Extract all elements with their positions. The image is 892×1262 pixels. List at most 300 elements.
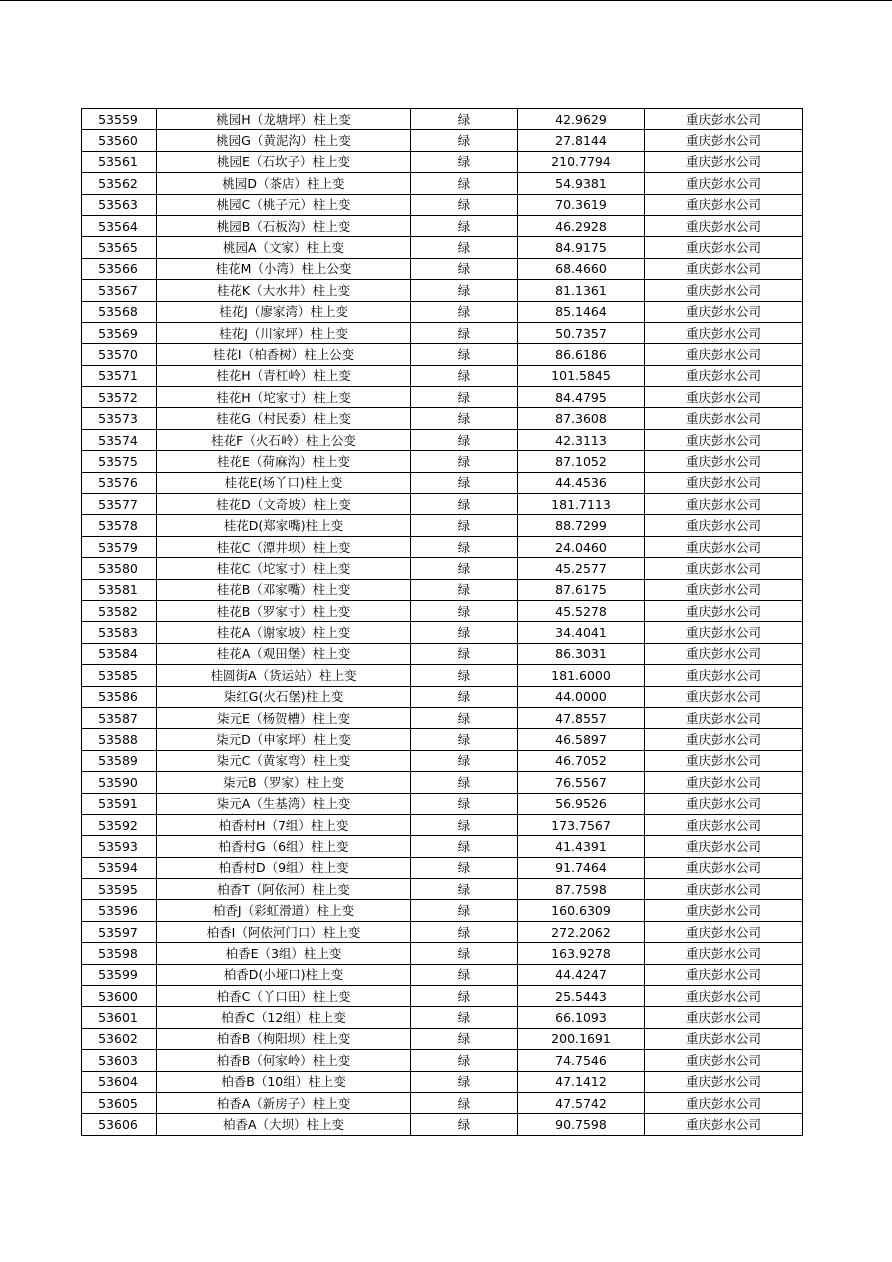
cell-name-text: 桂圆街A（货运站）柱上变 [210, 667, 357, 683]
cell-name-text: 桂花C（潭井坝）柱上变 [216, 539, 351, 555]
cell-name-text: 桂花J（廖家湾）柱上变 [219, 304, 348, 320]
cell-value-text: 86.6186 [555, 346, 607, 362]
cell-value-text: 44.4536 [555, 475, 607, 491]
cell-color [411, 857, 518, 878]
cell-color-text: 绿 [457, 796, 471, 812]
cell-value [518, 515, 645, 536]
cell-color-text: 绿 [457, 218, 471, 234]
cell-id-text: 53573 [98, 411, 138, 427]
cell-name [157, 814, 411, 835]
cell-name [157, 1028, 411, 1049]
cell-color-text: 绿 [457, 603, 471, 619]
cell-name-text: 柏香D(小垭口)柱上变 [223, 967, 344, 983]
cell-color [411, 322, 518, 343]
cell-company [645, 1092, 803, 1113]
cell-color [411, 600, 518, 621]
cell-value [518, 558, 645, 579]
cell-company-text: 重庆彭水公司 [685, 603, 761, 619]
cell-name [157, 943, 411, 964]
cell-name-text: 桂花K（大水井）柱上变 [216, 282, 351, 298]
cell-value-text: 181.7113 [551, 496, 611, 512]
cell-value [518, 879, 645, 900]
cell-id [82, 109, 157, 130]
cell-company-text: 重庆彭水公司 [685, 560, 761, 576]
table-row [82, 280, 803, 301]
cell-color-text: 绿 [457, 389, 471, 405]
cell-company-text: 重庆彭水公司 [685, 689, 761, 705]
cell-id [82, 772, 157, 793]
cell-color [411, 515, 518, 536]
cell-value-text: 91.7464 [555, 860, 607, 876]
cell-company-text: 重庆彭水公司 [685, 903, 761, 919]
cell-company-text: 重庆彭水公司 [685, 796, 761, 812]
cell-color [411, 665, 518, 686]
cell-value-text: 27.8144 [555, 133, 607, 149]
cell-company [645, 665, 803, 686]
cell-value-text: 44.4247 [555, 967, 607, 983]
cell-name [157, 793, 411, 814]
cell-id-text: 53579 [98, 539, 138, 555]
cell-id-text: 53566 [98, 261, 138, 277]
cell-company-text: 重庆彭水公司 [685, 346, 761, 362]
cell-company-text: 重庆彭水公司 [685, 967, 761, 983]
cell-value-text: 87.3608 [555, 411, 607, 427]
cell-color [411, 900, 518, 921]
cell-color-text: 绿 [457, 903, 471, 919]
cell-id-text: 53592 [98, 817, 138, 833]
cell-company [645, 921, 803, 942]
cell-name-text: 柏香C（12组）柱上变 [221, 1010, 346, 1026]
cell-name-text: 柒元E（杨贺槽）柱上变 [217, 710, 350, 726]
cell-name-text: 桂花B（邓家嘴）柱上变 [216, 582, 351, 598]
cell-company [645, 472, 803, 493]
cell-color-text: 绿 [457, 967, 471, 983]
cell-id [82, 365, 157, 386]
cell-color [411, 1114, 518, 1135]
cell-name [157, 451, 411, 472]
cell-company-text: 重庆彭水公司 [685, 582, 761, 598]
cell-color [411, 387, 518, 408]
cell-value-text: 66.1093 [555, 1010, 607, 1026]
cell-color-text: 绿 [457, 625, 471, 641]
cell-name-text: 柏香E（3组）柱上变 [225, 945, 342, 961]
cell-color-text: 绿 [457, 881, 471, 897]
cell-color [411, 622, 518, 643]
cell-color-text: 绿 [457, 1117, 471, 1133]
cell-company-text: 重庆彭水公司 [685, 1052, 761, 1068]
cell-id [82, 408, 157, 429]
cell-name [157, 686, 411, 707]
cell-value [518, 215, 645, 236]
cell-name [157, 387, 411, 408]
cell-name-text: 柏香I（阿依河门口）柱上变 [206, 924, 361, 940]
cell-name [157, 772, 411, 793]
cell-id [82, 579, 157, 600]
cell-color-text: 绿 [457, 646, 471, 662]
table-row [82, 1114, 803, 1135]
cell-color-text: 绿 [457, 988, 471, 1004]
cell-company-text: 重庆彭水公司 [685, 240, 761, 256]
cell-value-text: 24.0460 [555, 539, 607, 555]
cell-company-text: 重庆彭水公司 [685, 453, 761, 469]
cell-value [518, 772, 645, 793]
cell-company-text: 重庆彭水公司 [685, 539, 761, 555]
cell-id [82, 494, 157, 515]
cell-color [411, 986, 518, 1007]
cell-value [518, 1007, 645, 1028]
cell-company-text: 重庆彭水公司 [685, 154, 761, 170]
cell-company [645, 365, 803, 386]
cell-color [411, 258, 518, 279]
cell-company-text: 重庆彭水公司 [685, 175, 761, 191]
cell-company [645, 237, 803, 258]
cell-name-text: 桂花D（文奇坡）柱上变 [216, 496, 351, 512]
cell-company-text: 重庆彭水公司 [685, 389, 761, 405]
table-row [82, 964, 803, 985]
cell-id-text: 53595 [98, 881, 138, 897]
cell-id [82, 943, 157, 964]
table-row [82, 429, 803, 450]
cell-company-text: 重庆彭水公司 [685, 667, 761, 683]
cell-value-text: 41.4391 [555, 838, 607, 854]
cell-color-text: 绿 [457, 411, 471, 427]
cell-name-text: 桂花E（荷麻沟）柱上变 [217, 453, 350, 469]
cell-name-text: 柏香J（彩虹滑道）柱上变 [212, 903, 355, 919]
cell-color [411, 344, 518, 365]
cell-company [645, 1071, 803, 1092]
cell-color-text: 绿 [457, 732, 471, 748]
cell-color [411, 472, 518, 493]
cell-id-text: 53606 [98, 1117, 138, 1133]
cell-value-text: 42.3113 [555, 432, 607, 448]
cell-color [411, 964, 518, 985]
cell-color-text: 绿 [457, 774, 471, 790]
cell-value-text: 34.4041 [555, 625, 607, 641]
cell-id-text: 53569 [98, 325, 138, 341]
cell-name-text: 柏香A（大坝）柱上变 [222, 1117, 345, 1133]
cell-name-text: 柒元D（申家坪）柱上变 [216, 732, 351, 748]
cell-company-text: 重庆彭水公司 [685, 1031, 761, 1047]
cell-id-text: 53563 [98, 197, 138, 213]
cell-company-text: 重庆彭水公司 [685, 988, 761, 1004]
cell-value [518, 729, 645, 750]
cell-value-text: 84.9175 [555, 240, 607, 256]
cell-value-text: 84.4795 [555, 389, 607, 405]
cell-id [82, 322, 157, 343]
cell-value-text: 210.7794 [551, 154, 611, 170]
cell-color-text: 绿 [457, 560, 471, 576]
cell-name [157, 472, 411, 493]
cell-color [411, 1092, 518, 1113]
cell-company [645, 750, 803, 771]
cell-value [518, 857, 645, 878]
cell-color-text: 绿 [457, 325, 471, 341]
cell-value-text: 46.2928 [555, 218, 607, 234]
cell-id [82, 344, 157, 365]
cell-name-text: 柒元C（黄家弯）柱上变 [216, 753, 351, 769]
cell-company [645, 1028, 803, 1049]
cell-name-text: 桃园B（石板沟）柱上变 [216, 218, 351, 234]
cell-name [157, 1092, 411, 1113]
cell-color [411, 772, 518, 793]
cell-id-text: 53602 [98, 1031, 138, 1047]
transformer-table [81, 108, 803, 1136]
cell-company-text: 重庆彭水公司 [685, 261, 761, 277]
cell-id [82, 879, 157, 900]
cell-name-text: 柏香A（新房子）柱上变 [216, 1095, 351, 1111]
cell-company-text: 重庆彭水公司 [685, 325, 761, 341]
table-row [82, 836, 803, 857]
cell-id-text: 53561 [98, 154, 138, 170]
cell-value [518, 600, 645, 621]
cell-value [518, 986, 645, 1007]
cell-value [518, 237, 645, 258]
cell-company [645, 964, 803, 985]
table-row [82, 857, 803, 878]
cell-value [518, 1050, 645, 1071]
cell-id [82, 1007, 157, 1028]
cell-value [518, 494, 645, 515]
table-row [82, 109, 803, 130]
cell-color [411, 1028, 518, 1049]
cell-company [645, 194, 803, 215]
cell-color [411, 1007, 518, 1028]
cell-id [82, 194, 157, 215]
cell-value-text: 25.5443 [555, 988, 607, 1004]
cell-id-text: 53598 [98, 945, 138, 961]
table-row [82, 900, 803, 921]
cell-id [82, 429, 157, 450]
cell-id [82, 151, 157, 172]
cell-id-text: 53565 [98, 240, 138, 256]
table-row [82, 344, 803, 365]
cell-id-text: 53578 [98, 518, 138, 534]
table-body [82, 109, 803, 1136]
cell-id-text: 53599 [98, 967, 138, 983]
cell-color-text: 绿 [457, 1074, 471, 1090]
cell-name-text: 柏香村D（9组）柱上变 [218, 860, 349, 876]
table-row [82, 472, 803, 493]
cell-color [411, 151, 518, 172]
cell-value [518, 408, 645, 429]
cell-name-text: 桂花A（谢家坡）柱上变 [216, 625, 351, 641]
cell-id [82, 836, 157, 857]
cell-color [411, 558, 518, 579]
cell-color [411, 793, 518, 814]
cell-name [157, 986, 411, 1007]
cell-value [518, 472, 645, 493]
cell-company [645, 301, 803, 322]
cell-company-text: 重庆彭水公司 [685, 496, 761, 512]
table-row [82, 215, 803, 236]
page-top-rule [0, 0, 892, 1]
cell-value [518, 109, 645, 130]
cell-color [411, 130, 518, 151]
cell-name-text: 桂花J（川家坪）柱上变 [219, 325, 348, 341]
cell-name [157, 237, 411, 258]
cell-name-text: 柏香村H（7组）柱上变 [218, 817, 349, 833]
cell-value [518, 387, 645, 408]
cell-value-text: 200.1691 [551, 1031, 611, 1047]
table-row [82, 130, 803, 151]
cell-id-text: 53594 [98, 860, 138, 876]
cell-color-text: 绿 [457, 432, 471, 448]
cell-company-text: 重庆彭水公司 [685, 860, 761, 876]
cell-color-text: 绿 [457, 368, 471, 384]
cell-name-text: 桃园G（黄泥沟）柱上变 [216, 133, 351, 149]
cell-name-text: 柏香T（阿依河）柱上变 [217, 881, 350, 897]
cell-company [645, 130, 803, 151]
cell-company [645, 109, 803, 130]
cell-value [518, 258, 645, 279]
cell-company-text: 重庆彭水公司 [685, 133, 761, 149]
cell-name [157, 600, 411, 621]
cell-color [411, 301, 518, 322]
cell-color-text: 绿 [457, 838, 471, 854]
cell-id [82, 686, 157, 707]
cell-id-text: 53559 [98, 111, 138, 127]
cell-id-text: 53596 [98, 903, 138, 919]
table-row [82, 772, 803, 793]
cell-value [518, 622, 645, 643]
cell-company [645, 600, 803, 621]
cell-id-text: 53560 [98, 133, 138, 149]
cell-id-text: 53585 [98, 667, 138, 683]
cell-name [157, 900, 411, 921]
cell-color-text: 绿 [457, 689, 471, 705]
cell-id-text: 53593 [98, 838, 138, 854]
cell-color [411, 836, 518, 857]
cell-name-text: 桂花H（坨家寸）柱上变 [216, 389, 351, 405]
cell-company [645, 387, 803, 408]
cell-name [157, 707, 411, 728]
cell-company-text: 重庆彭水公司 [685, 881, 761, 897]
cell-value [518, 1092, 645, 1113]
cell-value [518, 943, 645, 964]
cell-name-text: 柒元A（生基湾）柱上变 [216, 796, 351, 812]
table-row [82, 1050, 803, 1071]
cell-company-text: 重庆彭水公司 [685, 625, 761, 641]
cell-id [82, 451, 157, 472]
cell-value-text: 88.7299 [555, 518, 607, 534]
cell-color-text: 绿 [457, 453, 471, 469]
cell-color-text: 绿 [457, 582, 471, 598]
table-row [82, 1007, 803, 1028]
cell-value-text: 45.2577 [555, 560, 607, 576]
cell-id [82, 921, 157, 942]
cell-id-text: 53588 [98, 732, 138, 748]
cell-value [518, 793, 645, 814]
cell-company [645, 344, 803, 365]
cell-company [645, 429, 803, 450]
cell-id-text: 53600 [98, 988, 138, 1004]
cell-color [411, 536, 518, 557]
cell-color [411, 109, 518, 130]
cell-value-text: 42.9629 [555, 111, 607, 127]
table-row [82, 258, 803, 279]
table-row [82, 879, 803, 900]
cell-color [411, 1050, 518, 1071]
cell-id-text: 53575 [98, 453, 138, 469]
cell-company [645, 408, 803, 429]
cell-name [157, 408, 411, 429]
cell-value [518, 750, 645, 771]
cell-name [157, 215, 411, 236]
cell-name-text: 桂花C（坨家寸）柱上变 [216, 560, 351, 576]
cell-name [157, 558, 411, 579]
cell-company-text: 重庆彭水公司 [685, 1117, 761, 1133]
cell-color-text: 绿 [457, 261, 471, 277]
cell-color [411, 237, 518, 258]
cell-name [157, 151, 411, 172]
cell-id-text: 53581 [98, 582, 138, 598]
cell-value [518, 280, 645, 301]
cell-id [82, 536, 157, 557]
cell-color-text: 绿 [457, 1052, 471, 1068]
cell-company-text: 重庆彭水公司 [685, 710, 761, 726]
cell-company-text: 重庆彭水公司 [685, 1095, 761, 1111]
cell-name-text: 桂花D(郑家嘴)柱上变 [223, 518, 344, 534]
cell-value-text: 46.5897 [555, 732, 607, 748]
cell-company-text: 重庆彭水公司 [685, 282, 761, 298]
cell-value-text: 70.3619 [555, 197, 607, 213]
cell-id [82, 258, 157, 279]
cell-value-text: 181.6000 [551, 667, 611, 683]
cell-color [411, 707, 518, 728]
table-row [82, 986, 803, 1007]
cell-name [157, 194, 411, 215]
cell-value-text: 86.3031 [555, 646, 607, 662]
cell-value-text: 74.7546 [555, 1052, 607, 1068]
cell-id-text: 53591 [98, 796, 138, 812]
cell-value [518, 686, 645, 707]
cell-color-text: 绿 [457, 518, 471, 534]
table-row [82, 622, 803, 643]
cell-id-text: 53568 [98, 304, 138, 320]
cell-id [82, 900, 157, 921]
cell-name [157, 836, 411, 857]
table-row [82, 643, 803, 664]
cell-color-text: 绿 [457, 111, 471, 127]
cell-id [82, 280, 157, 301]
cell-company-text: 重庆彭水公司 [685, 368, 761, 384]
cell-id [82, 387, 157, 408]
cell-id [82, 814, 157, 835]
cell-value-text: 85.1464 [555, 304, 607, 320]
cell-company-text: 重庆彭水公司 [685, 475, 761, 491]
cell-color-text: 绿 [457, 860, 471, 876]
cell-company [645, 879, 803, 900]
cell-value-text: 163.9278 [551, 945, 611, 961]
cell-company [645, 707, 803, 728]
cell-color-text: 绿 [457, 1095, 471, 1111]
cell-value-text: 47.1412 [555, 1074, 607, 1090]
cell-id-text: 53587 [98, 710, 138, 726]
table-row [82, 536, 803, 557]
cell-value [518, 365, 645, 386]
cell-color [411, 408, 518, 429]
cell-color [411, 194, 518, 215]
cell-id [82, 1071, 157, 1092]
cell-id [82, 643, 157, 664]
cell-id-text: 53576 [98, 475, 138, 491]
cell-color [411, 814, 518, 835]
table-row [82, 943, 803, 964]
cell-name [157, 109, 411, 130]
table-row [82, 237, 803, 258]
table-row [82, 322, 803, 343]
table-row [82, 600, 803, 621]
